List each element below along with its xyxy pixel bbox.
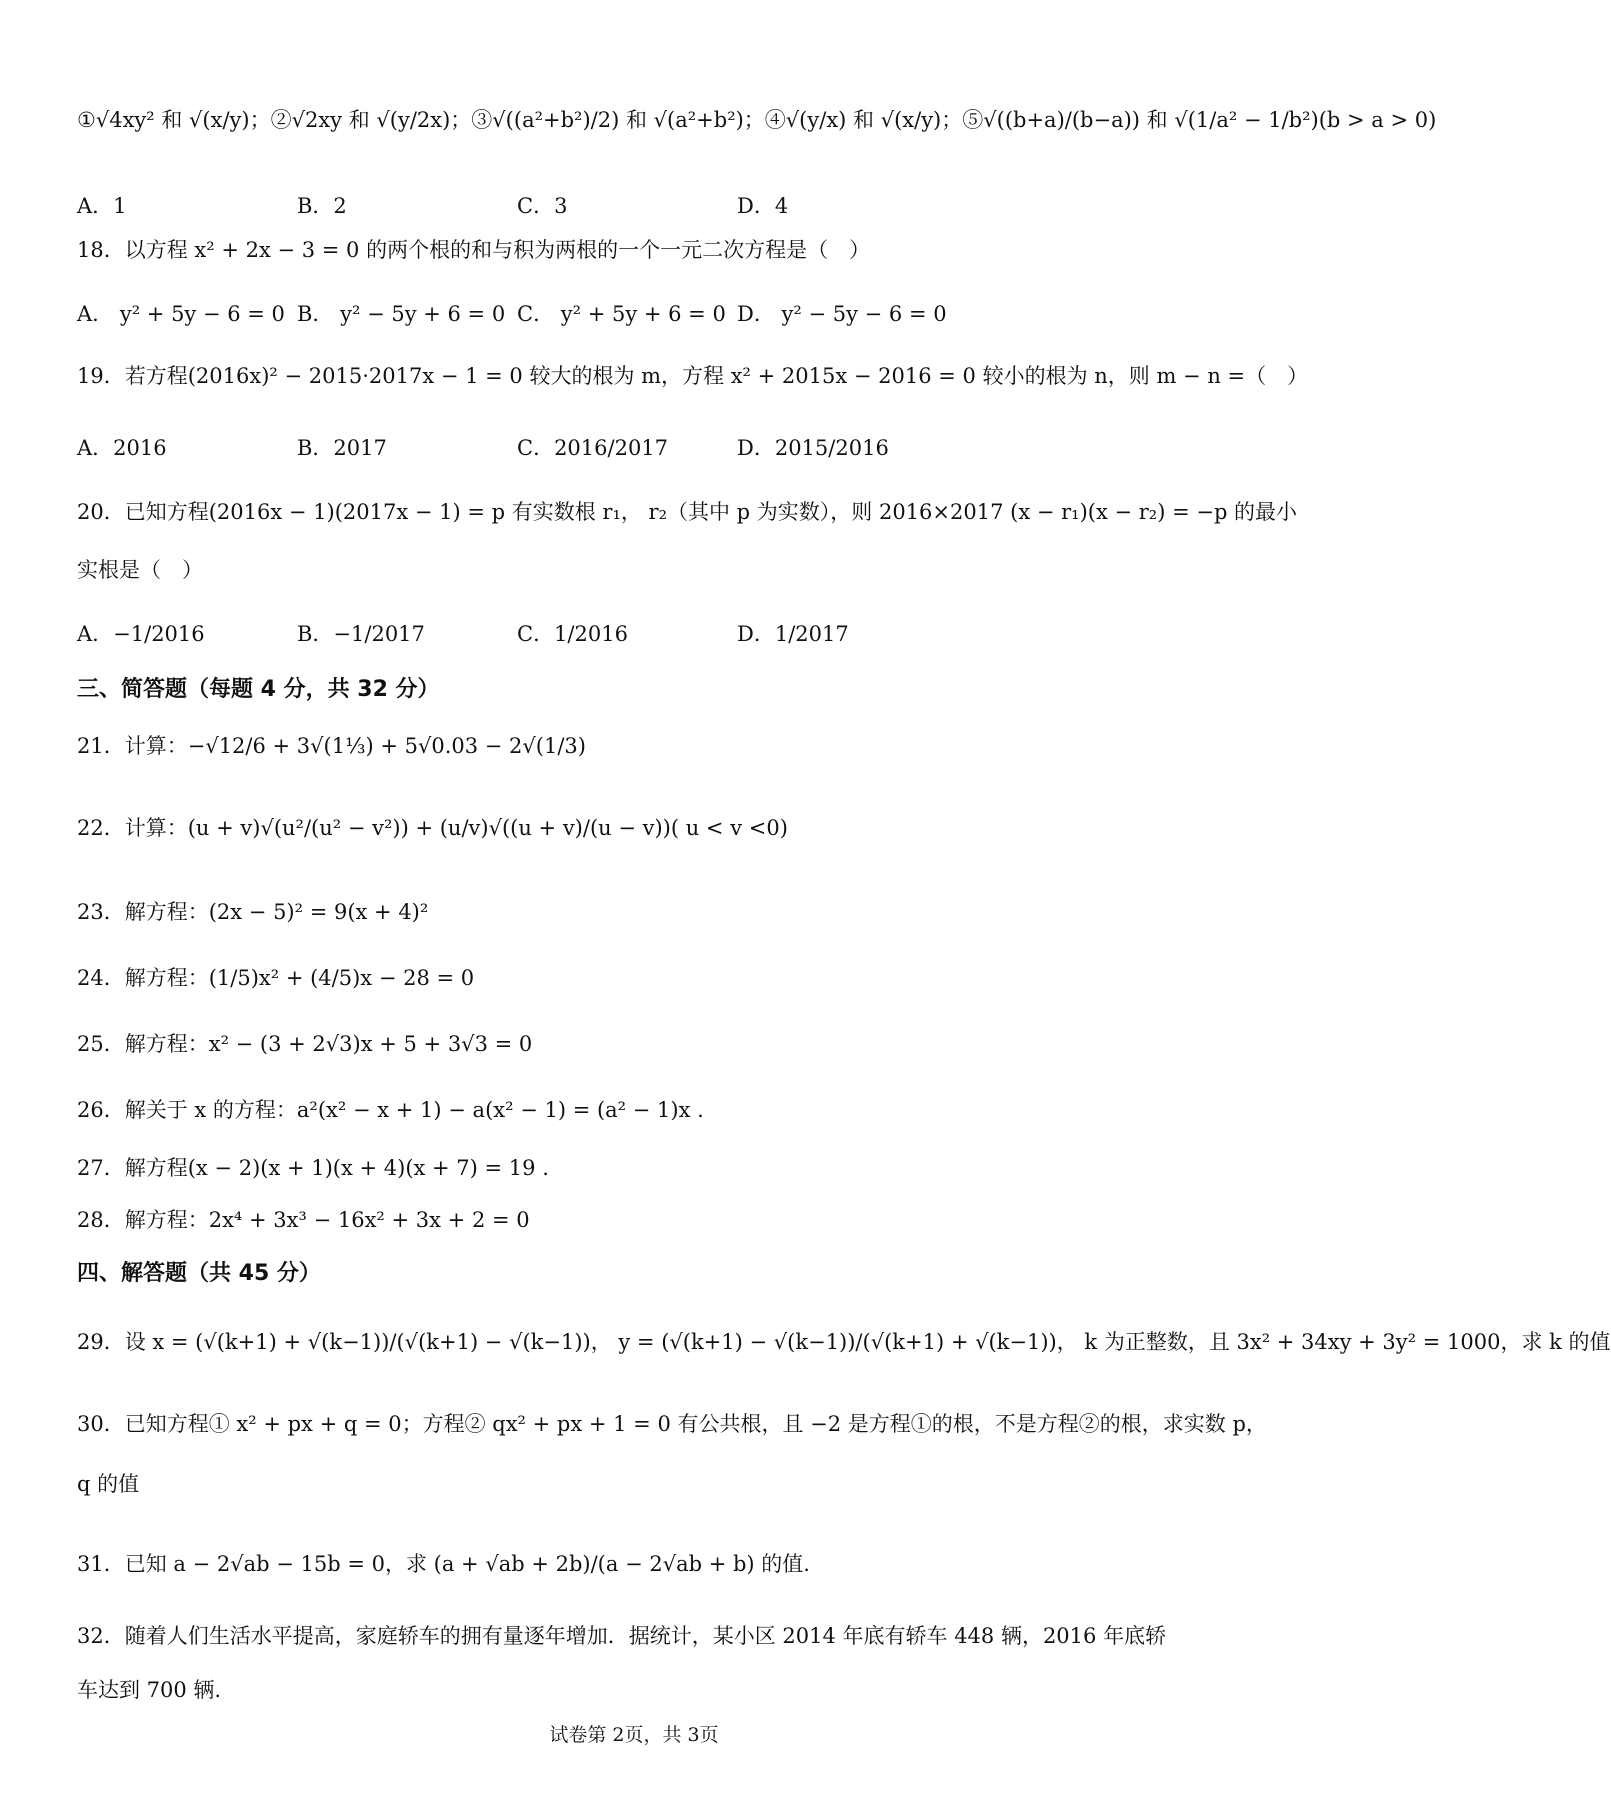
q32-line2: 车达到 700 辆. [77, 1678, 222, 1702]
q23-text: 23．解方程：(2x − 5)² = 9(x + 4)² [77, 900, 429, 924]
q18-stem: 18．以方程 x² + 2x − 3 = 0 的两个根的和与积为两根的一个一元二次方程是（ ） [77, 238, 871, 262]
q25-text: 25．解方程：x² − (3 + 2√3)x + 5 + 3√3 = 0 [77, 1032, 533, 1056]
q17-option-c[interactable]: C．3 [517, 194, 568, 218]
q31-text: 31．已知 a − 2√ab − 15b = 0，求 (a + √ab + 2b)/(a − 2√ab + b) 的值. [77, 1552, 810, 1576]
q27-text: 27．解方程(x − 2)(x + 1)(x + 4)(x + 7) = 19 . [77, 1156, 549, 1180]
q20-stem-line1: 20．已知方程(2016x − 1)(2017x − 1) = p 有实数根 r₁， r₂（其中 p 为实数），则 2016×2017 (x − r₁)(x − r₂) = −p 的最小 [77, 500, 1298, 524]
q19-option-c[interactable]: C．2016/2017 [517, 436, 669, 460]
q17-option-a[interactable]: A．1 [77, 194, 127, 218]
q20-option-d[interactable]: D．1/2017 [737, 622, 849, 646]
q29-text: 29．设 x = (√(k+1) + √(k−1))/(√(k+1) − √(k−1))， y = (√(k+1) − √(k−1))/(√(k+1) + √(k−1))， k 为正整数，且 3x² + 34xy + 3y² = 1000，求 k 的值 [77, 1330, 1611, 1354]
q21-text: 21．计算：−√12/6 + 3√(1⅓) + 5√0.03 − 2√(1/3) [77, 734, 586, 758]
q17-option-b[interactable]: B．2 [297, 194, 347, 218]
page-footer: 试卷第 2页，共 3页 [549, 1724, 719, 1746]
section-4-heading: 四、解答题（共 45 分） [77, 1261, 321, 1286]
q24-text: 24．解方程：(1/5)x² + (4/5)x − 28 = 0 [77, 966, 475, 990]
q26-text: 26．解关于 x 的方程：a²(x² − x + 1) − a(x² − 1) = (a² − 1)x . [77, 1098, 704, 1122]
q18-option-d[interactable]: D． y² − 5y − 6 = 0 [737, 302, 947, 326]
q17-option-d[interactable]: D．4 [737, 194, 789, 218]
q19-option-b[interactable]: B．2017 [297, 436, 387, 460]
q32-line1: 32．随着人们生活水平提高，家庭轿车的拥有量逐年增加．据统计，某小区 2014 年底有轿车 448 辆，2016 年底轿 [77, 1624, 1167, 1648]
q19-option-a[interactable]: A．2016 [77, 436, 167, 460]
q30-line1: 30．已知方程① x² + px + q = 0；方程② qx² + px + 1 = 0 有公共根，且 −2 是方程①的根，不是方程②的根，求实数 p， [77, 1412, 1267, 1436]
q20-stem-line2: 实根是（ ） [77, 558, 203, 582]
q20-option-a[interactable]: A．−1/2016 [77, 622, 205, 646]
q20-option-b[interactable]: B．−1/2017 [297, 622, 425, 646]
q19-stem: 19．若方程(2016x)² − 2015·2017x − 1 = 0 较大的根为 m，方程 x² + 2015x − 2016 = 0 较小的根为 n，则 m − n =（ ） [77, 364, 1309, 388]
q18-option-a[interactable]: A． y² + 5y − 6 = 0 [77, 302, 285, 326]
q19-option-d[interactable]: D．2015/2016 [737, 436, 889, 460]
q22-text: 22．计算：(u + v)√(u²/(u² − v²)) + (u/v)√((u + v)/(u − v))( u < v <0) [77, 816, 788, 840]
q30-line2: q 的值 [77, 1472, 140, 1496]
q18-option-c[interactable]: C． y² + 5y + 6 = 0 [517, 302, 726, 326]
q20-option-c[interactable]: C．1/2016 [517, 622, 628, 646]
q17-statement: ①√4xy² 和 √(x/y)；②√2xy 和 √(y/2x)；③√((a²+b²)/2) 和 √(a²+b²)；④√(y/x) 和 √(x/y)；⑤√((b+a)/(b−a)) 和 √(1/a² − 1/b²)(b > a > 0) [77, 108, 1437, 132]
section-3-heading: 三、简答题（每题 4 分，共 32 分） [77, 677, 440, 702]
q18-option-b[interactable]: B． y² − 5y + 6 = 0 [297, 302, 506, 326]
q28-text: 28．解方程：2x⁴ + 3x³ − 16x² + 3x + 2 = 0 [77, 1208, 530, 1232]
